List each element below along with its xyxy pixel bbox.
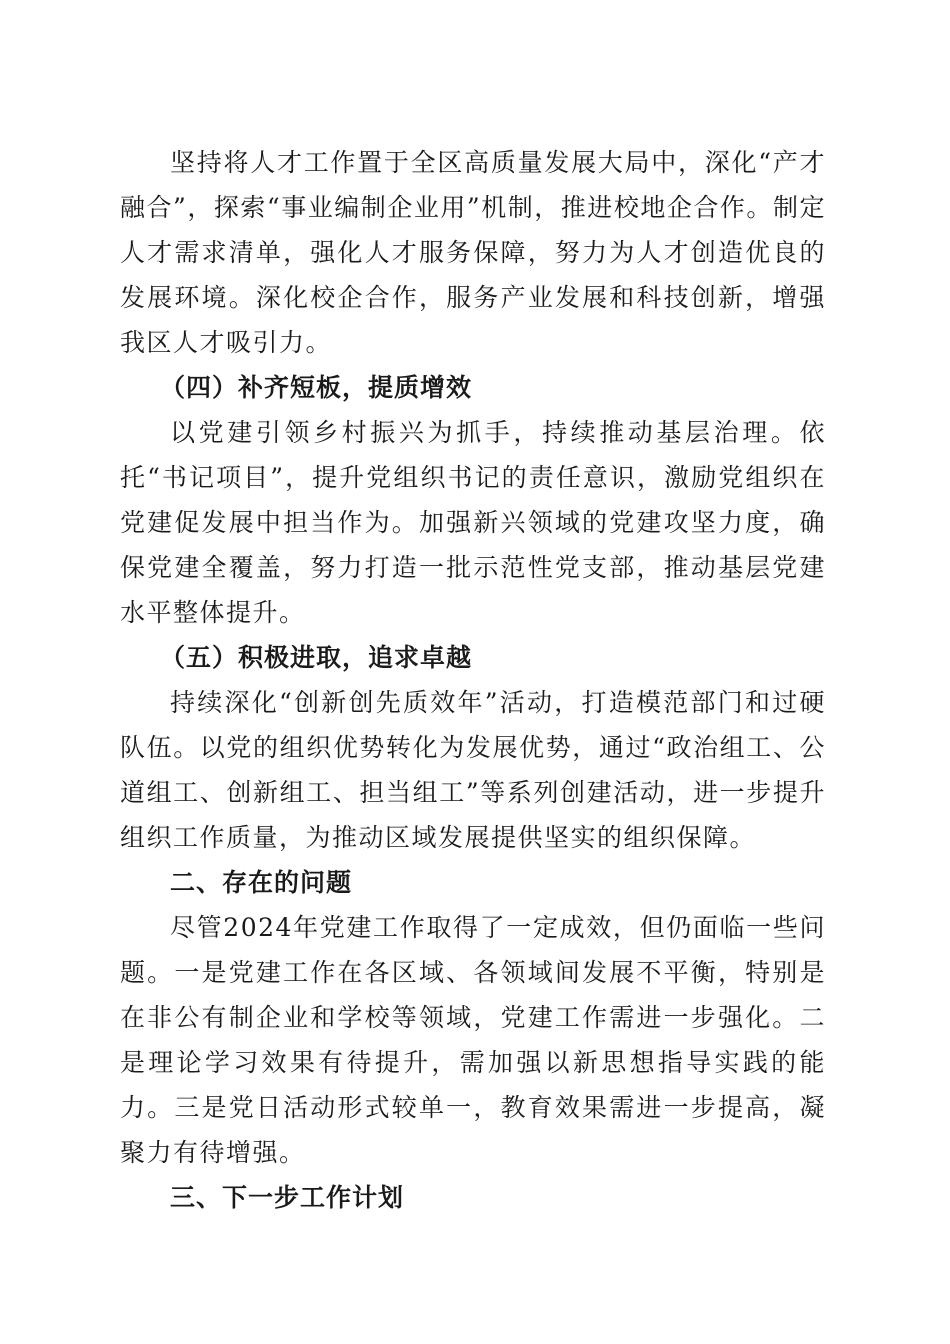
subheading-four: （四）补齐短板，提质增效 — [160, 373, 473, 402]
document-page — [120, 140, 826, 1220]
subheading-five: （五）积极进取，追求卓越 — [160, 643, 473, 672]
paragraph-talent: 坚持将人才工作置于全区高质量发展大局中，深化“产才融合”，探索“事业编制企业用”机制，推进校地企合作。制定人才需求清单，强化人才服务保障，努力为人才创造优良的发展环境。深化校企合作，服务产业发展和科技创新，增强我区人才吸引力。 — [120, 148, 826, 357]
section-heading-next-plan: 三、下一步工作计划 — [170, 1183, 405, 1212]
paragraph-grassroots: 以党建引领乡村振兴为抓手，持续推动基层治理。依托“书记项目”，提升党组织书记的责任意识，激励党组织在党建促发展中担当作为。加强新兴领域的党建攻坚力度，确保党建全覆盖，努力打造一批示范性党支部，推动基层党建水平整体提升。 — [120, 418, 826, 627]
section-heading-problems: 二、存在的问题 — [170, 868, 353, 897]
paragraph-excellence: 持续深化“创新创先质效年”活动，打造模范部门和过硬队伍。以党的组织优势转化为发展优势，通过“政治组工、公道组工、创新组工、担当组工”等系列创建活动，进一步提升组织工作质量，为推动区域发展提供坚实的组织保障。 — [120, 688, 826, 852]
paragraph-problems: 尽管2024年党建工作取得了一定成效，但仍面临一些问题。一是党建工作在各区域、各领域间发展不平衡，特别是在非公有制企业和学校等领域，党建工作需进一步强化。二是理论学习效果有待提升，需加强以新思想指导实践的能力。三是党日活动形式较单一，教育效果需进一步提高，凝聚力有待增强。 — [120, 913, 826, 1167]
